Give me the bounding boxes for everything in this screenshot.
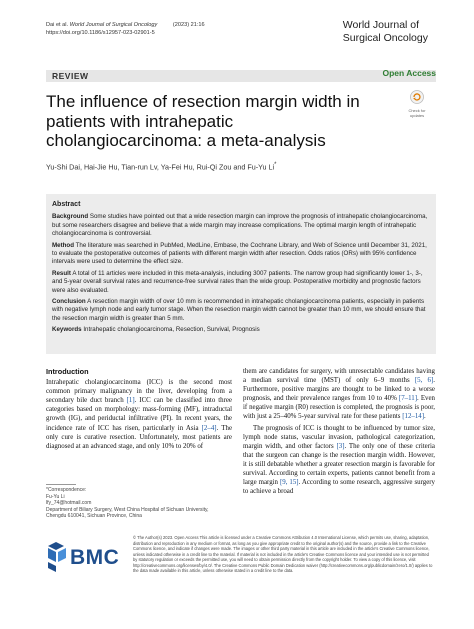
abstract-conclusion <box>52 298 432 323</box>
bmc-logo-text: BMC <box>70 546 120 569</box>
intro-text: . The only cure is curative resection. Unfortunately, most patients are diagnosed at an advanced stage, and only 10% to 20% of <box>46 424 233 450</box>
abstract-result <box>52 270 432 295</box>
journal-name-line1: World Journal of <box>342 19 420 31</box>
journal-name-line2: Surgical Oncology <box>342 32 428 44</box>
introduction-paragraph <box>46 378 232 451</box>
result-label: Result <box>52 269 71 277</box>
citation-authors: Dai et al. <box>46 22 69 28</box>
conclusion-label: Conclusion <box>52 298 86 306</box>
citation-line <box>46 22 205 29</box>
citation-ref-7-11[interactable]: [7–11] <box>398 395 418 403</box>
citation-journal: World Journal of Surgical Oncology <box>69 22 158 28</box>
background-label: Background <box>52 213 89 221</box>
review-banner <box>46 70 436 82</box>
badge-line2: updates <box>409 112 425 118</box>
body-text: . Furthermore, positive margins are thought to be linked to a worse prognosis, and their prevalence ranges from 10 to 40% <box>243 377 435 403</box>
correspondence-email[interactable]: lfy_74@hotmail.com <box>46 500 92 507</box>
introduction-section <box>46 367 232 451</box>
citation-ref-12-14[interactable]: [12–14] <box>402 413 425 421</box>
correspondence-block <box>46 487 226 520</box>
background-text: Some studies have pointed out that a wide resection margin can improve the prognosis of intrahepatic cholangiocarcinoma, but some researchers disagree and believe that a wide margin may increase complications. The optimal margin length of intrahepatic cholangiocarcinoma is controversial. <box>52 213 428 238</box>
citation-ref-9-15[interactable]: [9, 15] <box>279 479 299 487</box>
body-text: . According to some research, aggressive surgery to achieve a broad <box>243 479 435 496</box>
footnote-divider <box>46 484 76 485</box>
body-text: them are candidates for surgery, with unresectable candidates having a median survival time (MST) of only 6–9 months <box>243 368 435 385</box>
abstract-method <box>52 242 432 267</box>
check-for-updates-badge[interactable] <box>402 90 432 118</box>
intro-text: . ICC can be classified into three categories based on morphology: mass-forming (MF), intraductal growth (IG), and periductal infiltrative (PI). In recent years, the incidence rate of ICC has risen, particularly in Asia <box>46 397 232 432</box>
updates-icon <box>410 90 424 104</box>
abstract-content <box>52 201 432 338</box>
citation-ref-3[interactable]: [3] <box>336 442 345 450</box>
correspondence-label: *Correspondence: <box>46 487 87 493</box>
badge-line1: Check for <box>408 108 426 113</box>
license-text: © The Author(s) 2023. Open Access This article is licensed under a Creative Commons Attribution 4.0 International License, which permits use, sharing, adaptation, distribution and reproduction in any medium or format, as long as you give appropriate credit to the original author(s) and the source, provide a link to the Creative Commons licence, and indicate if changes were made. The images or other third party material in this article are included in the article's Creative Commons licence, unless indicated otherwise in a credit line to the material. If material is not included in the article's Creative Commons licence and your intended use is not permitted by statutory regulation or exceeds the permitted use, you will need to obtain permission directly from the copyright holder. To view a copy of this licence, visit http://creativecommons.org/licenses/by/4.0/. The Creative Commons Public Domain Dedication waiver (http://creativecommons.org/publicdomain/zero/1.0/) applies to the data made available in this article, unless otherwise stated in a credit line to the data. <box>133 535 433 573</box>
abstract-background <box>52 213 432 238</box>
bmc-logo <box>46 540 120 576</box>
journal-name <box>343 19 428 45</box>
result-text: A total of 11 articles were included in this meta-analysis, including 3007 patients. The narrow group had significantly lower 1-, 3-, and 5-year overall survival rates and recurrence-free survival rates than the wide group. Postoperative morbidity and prognostic factors were also evaluated. <box>52 269 423 294</box>
citation-ref-2-4[interactable]: [2–4] <box>201 424 217 432</box>
conclusion-text: A resection margin width of over 10 mm is recommended in intrahepatic cholangiocarcinoma patients, especially in patients with negative lymph node and early tumor stage. When the resection margin width cannot be greater than 10 mm, we should ensure that the resection margin width is greater than 5 mm. <box>52 298 426 322</box>
intro-text: Intrahepatic cholangiocarcinoma (ICC) is the second most common primary malignancy in the liver, developing from a secondary bile duct branch <box>46 379 232 405</box>
citation-volume: (2023) 21:16 <box>172 22 205 28</box>
right-paragraph-1 <box>243 367 435 422</box>
doi-link[interactable]: https://doi.org/10.1186/s12957-023-02901-5 <box>46 30 155 36</box>
open-access-label: Open Access <box>382 68 436 78</box>
keywords-label: Keywords <box>52 326 82 334</box>
article-title: The influence of resection margin width in patients with intrahepatic cholangiocarcinoma: a meta-analysis <box>46 92 360 150</box>
right-column <box>243 367 435 496</box>
right-paragraph-2 <box>243 424 435 497</box>
introduction-heading: Introduction <box>46 367 89 376</box>
method-label: Method <box>52 241 74 249</box>
body-text: The prognosis of ICC is thought to be influenced by tumor size, lymph node status, vascular invasion, pathological categorization, margin width, and other factors <box>243 424 435 450</box>
correspondence-city: Chengdu 610041, Sichuan Province, China <box>46 513 142 520</box>
author-list: Yu-Shi Dai, Hai-Jie Hu, Tian-run Lv, Ya-Fei Hu, Rui-Qi Zou and Fu-Yu Li <box>46 162 275 172</box>
authors <box>46 162 276 171</box>
correspondence-dept: Department of Biliary Surgery, West China Hospital of Sichuan University, <box>46 506 209 513</box>
body-text: . Even if negative margin (R0) resection is completed, the prognosis is poor, with just a 25–40% 5-year survival rate for these patients <box>243 395 435 421</box>
abstract-keywords <box>52 326 432 334</box>
method-text: The literature was searched in PubMed, MedLine, Embase, the Cochrane Library, and Web of Science until December 31, 2021, to evaluate the postoperative outcomes of patients with different margin width after resection. Odds ratios (ORs) with 95% confidence intervals were used to determine the effect size. <box>52 241 427 266</box>
abstract-heading: Abstract <box>52 201 81 208</box>
corresponding-mark: * <box>274 162 277 168</box>
body-text: . The only one of these criteria that the surgeon can change is the resection margin width. However, it is still debatable whether a greater resection margin is favorable for survival. According to certain experts, patients cannot benefit from a large margin <box>243 442 435 487</box>
review-label: REVIEW <box>52 71 89 81</box>
citation-ref-5-6[interactable]: [5, 6] <box>414 377 434 385</box>
correspondence-name: Fu-Yu Li <box>46 493 65 500</box>
keywords-text: Intrahepatic cholangiocarcinoma, Resection, Survival, Prognosis <box>83 326 260 334</box>
body-text: . <box>424 413 426 421</box>
citation-ref-1[interactable]: [1] <box>126 397 135 405</box>
